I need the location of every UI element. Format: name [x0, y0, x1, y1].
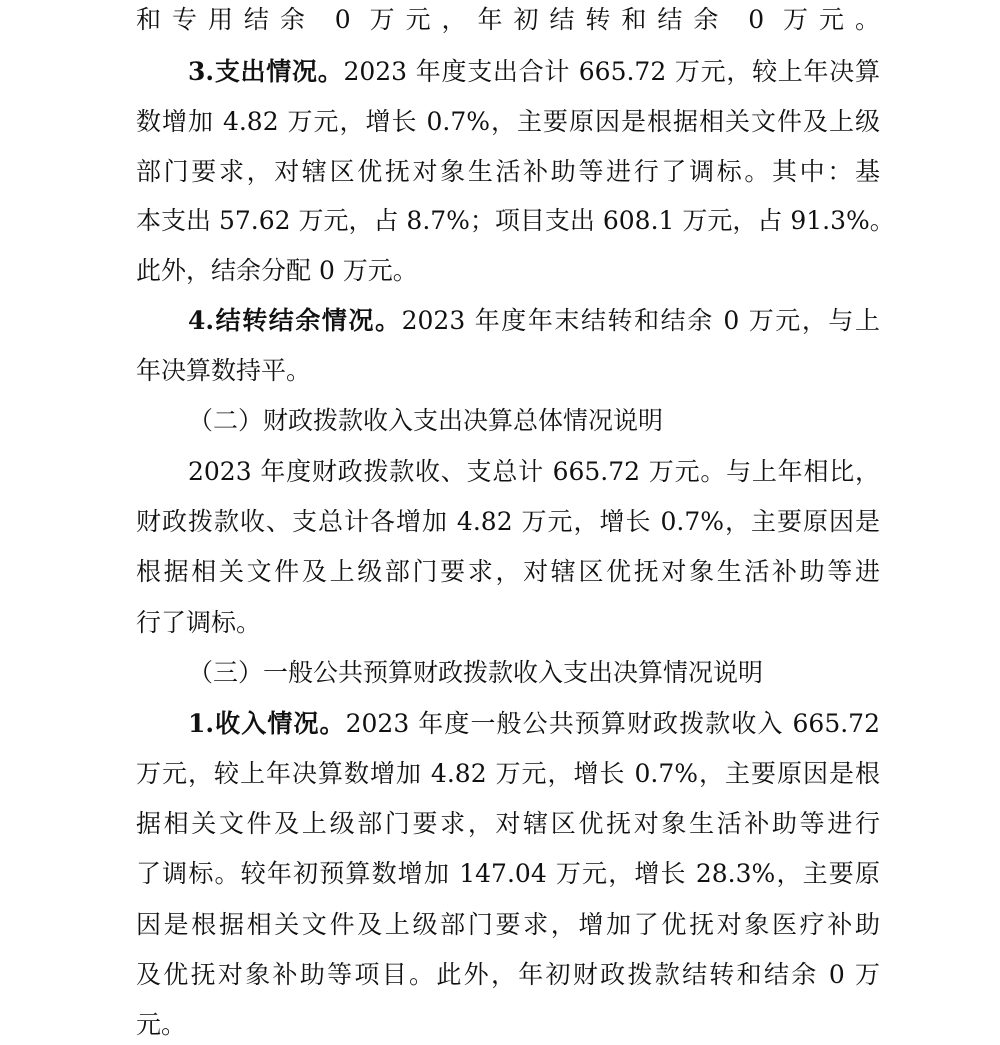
paragraph-line: 根据相关文件及上级部门要求，对辖区优抚对象生活补助等进: [136, 557, 880, 586]
section-heading-carryover: 4.结转结余情况。2023 年度年末结转和结余 0 万元，与上: [188, 306, 880, 335]
paragraph-line: 本支出 57.62 万元，占 8.7%；项目支出 608.1 万元，占 91.3%。: [136, 206, 895, 235]
subsection-heading-2: （二）财政拨款收入支出决算总体情况说明: [188, 406, 664, 435]
paragraph-line: 财政拨款收、支总计各增加 4.82 万元，增长 0.7%，主要原因是: [136, 507, 880, 536]
paragraph-line: 因是根据相关文件及上级部门要求，增加了优抚对象医疗补助: [136, 910, 880, 939]
paragraph-line: 了调标。较年初预算数增加 147.04 万元，增长 28.3%，主要原: [136, 859, 880, 888]
paragraph-line: 此外，结余分配 0 万元。: [136, 256, 418, 285]
section-heading-expenditure: 3.支出情况。2023 年度支出合计 665.72 万元，较上年决算: [188, 57, 880, 86]
paragraph-line: 万元，较上年决算数增加 4.82 万元，增长 0.7%，主要原因是根: [136, 759, 880, 788]
paragraph-line: 年决算数持平。: [136, 356, 312, 385]
section-heading-income: 1.收入情况。2023 年度一般公共预算财政拨款收入 665.72: [188, 709, 880, 738]
paragraph-line: 数增加 4.82 万元，增长 0.7%，主要原因是根据相关文件及上级: [136, 107, 880, 136]
heading-label: 1.收入情况。: [188, 709, 346, 738]
paragraph-line: 和专用结余 0 万元，年初结转和结余 0 万元。: [136, 5, 880, 34]
paragraph-line: 部门要求，对辖区优抚对象生活补助等进行了调标。其中：基: [136, 157, 880, 186]
paragraph-line: 元。: [136, 1010, 187, 1039]
heading-label: 4.结转结余情况。: [188, 306, 402, 335]
paragraph-line: 行了调标。: [136, 608, 262, 637]
paragraph-line: 及优抚对象补助等项目。此外，年初财政拨款结转和结余 0 万: [136, 960, 880, 989]
paragraph-line: 据相关文件及上级部门要求，对辖区优抚对象生活补助等进行: [136, 809, 880, 838]
subsection-heading-3: （三）一般公共预算财政拨款收入支出决算情况说明: [188, 658, 764, 687]
heading-label: 3.支出情况。: [188, 57, 344, 86]
paragraph-line: 2023 年度财政拨款收、支总计 665.72 万元。与上年相比，: [188, 457, 880, 486]
